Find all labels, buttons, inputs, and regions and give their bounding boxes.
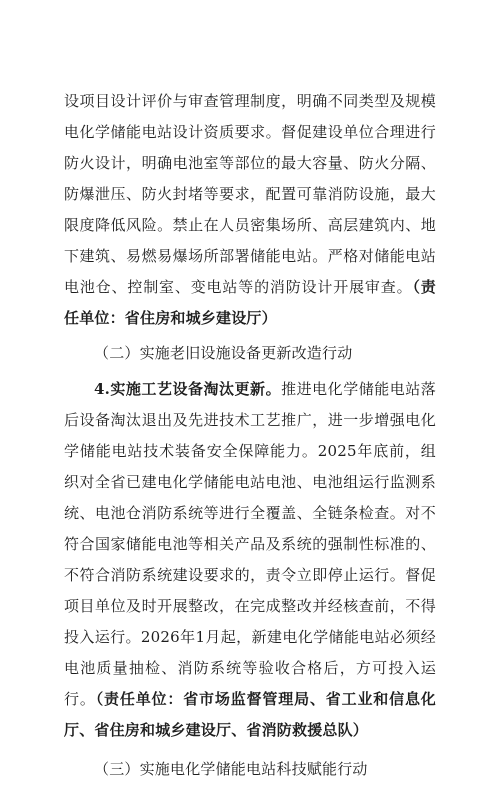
paragraph-text: 设项目设计评价与审查管理制度，明确不同类型及规模电化学储能电站设计资质要求。督促建设单位合理进行防火设计，明确电池室等部位的最大容量、防火分隔、防爆泄压、防火封堵等要求，配置可靠消防设施，最大限度降低风险。禁止在人员密集场所、高层建筑内、地下建筑、易燃易爆场所部署储能电站。严格对储能电站电池仓、控制室、变电站等的消防设计开展审查。: [64, 92, 436, 296]
paragraph-text: 推进电化学储能电站落后设备淘汰退出及先进技术工艺推广，进一步增强电化学储能电站技术装备安全保障能力。2025年底前，组织对全省已建电化学储能电站电池、电池组运行监测系统、电池仓消防系统等进行全覆盖、全链条检查。对不符合国家储能电池等相关产品及系统的强制性标准的、不符合消防系统建设要求的，责令立即停止运行。督促项目单位及时开展整改，在完成整改并经核查前，不得投入运行。2026年1月起，新建电化学储能电站必须经电池质量抽检、消防系统等验收合格后，方可投入运行。: [64, 380, 436, 708]
paragraph-fire-design: [64, 86, 436, 334]
document-body: [64, 86, 436, 785]
paragraph-equipment-upgrade: [64, 374, 436, 746]
responsibility-note: （责任单位：省市场监督管理局、省工业和信息化厅、省住房和城乡建设厅、省消防救援总队）: [64, 690, 437, 739]
section-heading-tech-empowerment: （三）实施电化学储能电站科技赋能行动: [94, 760, 368, 778]
section-heading-renovation: （二）实施老旧设施设备更新改造行动: [94, 344, 353, 362]
responsibility-note: （责任单位：省住房和城乡建设厅）: [64, 278, 436, 327]
item-lead-title: 4.实施工艺设备淘汰更新。: [94, 380, 282, 398]
